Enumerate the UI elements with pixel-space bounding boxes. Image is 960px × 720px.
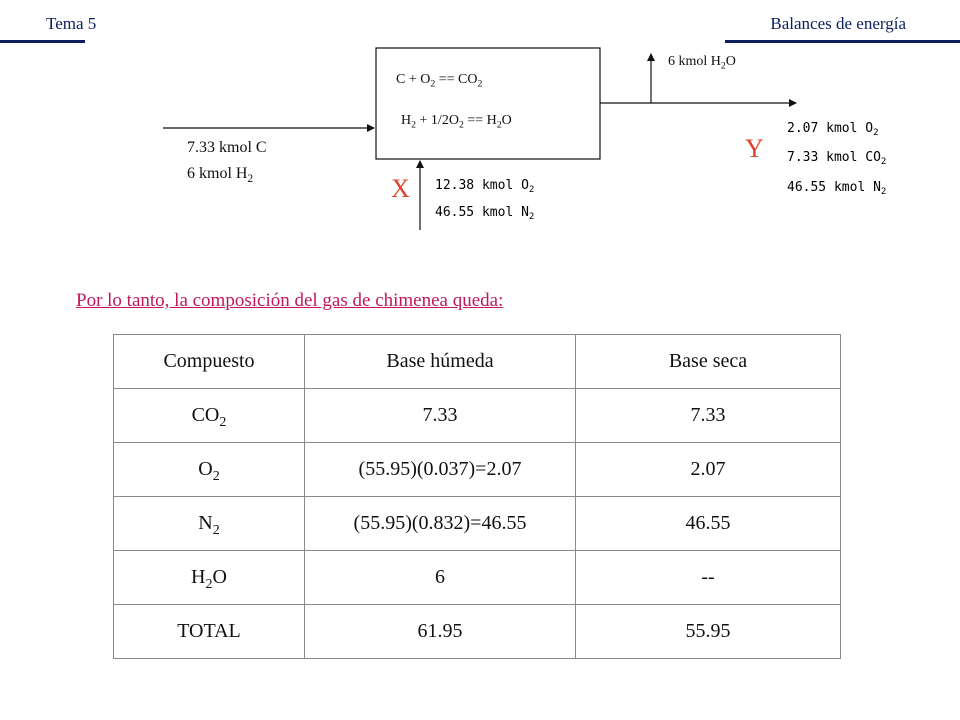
compound-cell: TOTAL bbox=[114, 605, 305, 659]
table-row bbox=[114, 551, 841, 605]
dry-basis-cell: -- bbox=[576, 551, 841, 605]
header-topic: Tema 5 bbox=[46, 14, 97, 33]
flue-nitrogen: 46.55 kmol $N_2$ bbox=[787, 180, 887, 198]
flue-carbon-dioxide: 7.33 kmol $CO_2$ bbox=[787, 150, 887, 168]
composition-table bbox=[113, 334, 841, 659]
wet-basis-cell: (55.95)(0.832)=46.55 bbox=[305, 497, 576, 551]
dry-basis-cell: 7.33 bbox=[576, 389, 841, 443]
flue-oxygen: 2.07 kmol $O_2$ bbox=[787, 121, 879, 139]
compound-cell: $O_2$ bbox=[114, 443, 305, 497]
compound-cell: $CO_2$ bbox=[114, 389, 305, 443]
compound-cell: $N_2$ bbox=[114, 497, 305, 551]
dry-basis-cell: 46.55 bbox=[576, 497, 841, 551]
feed-carbon: 7.33 kmol C bbox=[187, 139, 267, 156]
air-oxygen: 12.38 kmol $O_2$ bbox=[435, 178, 535, 196]
table-header-row bbox=[114, 335, 841, 389]
table-row bbox=[114, 497, 841, 551]
header-course-title: Balances de energía bbox=[770, 14, 906, 33]
wet-basis-cell: 7.33 bbox=[305, 389, 576, 443]
dry-basis-cell: 55.95 bbox=[576, 605, 841, 659]
wet-basis-cell: 61.95 bbox=[305, 605, 576, 659]
reaction-combustion-carbon: $C + O_2 == CO_2$ bbox=[396, 72, 483, 90]
dry-basis-cell: 2.07 bbox=[576, 443, 841, 497]
table-row bbox=[114, 443, 841, 497]
feed-hydrogen: 6 kmol $H_2$ bbox=[187, 165, 254, 185]
stream-label-x: X bbox=[391, 174, 410, 203]
water-out: 6 kmol $H_2O$ bbox=[668, 54, 736, 72]
reactor-box bbox=[376, 48, 600, 159]
wet-basis-cell: 6 bbox=[305, 551, 576, 605]
header-compound: Compuesto bbox=[114, 335, 305, 389]
header-wet-basis: Base húmeda bbox=[305, 335, 576, 389]
stream-label-y: Y bbox=[745, 134, 764, 163]
air-nitrogen: 46.55 kmol $N_2$ bbox=[435, 205, 535, 223]
reaction-combustion-hydrogen: $H_2 + 1/2O_2 == H_2O$ bbox=[401, 113, 512, 131]
compound-cell: $H_2O$ bbox=[114, 551, 305, 605]
wet-basis-cell: (55.95)(0.037)=2.07 bbox=[305, 443, 576, 497]
table-row-total bbox=[114, 605, 841, 659]
header-dry-basis: Base seca bbox=[576, 335, 841, 389]
conclusion-heading: Por lo tanto, la composición del gas de chimenea queda: bbox=[76, 290, 504, 311]
table-row bbox=[114, 389, 841, 443]
